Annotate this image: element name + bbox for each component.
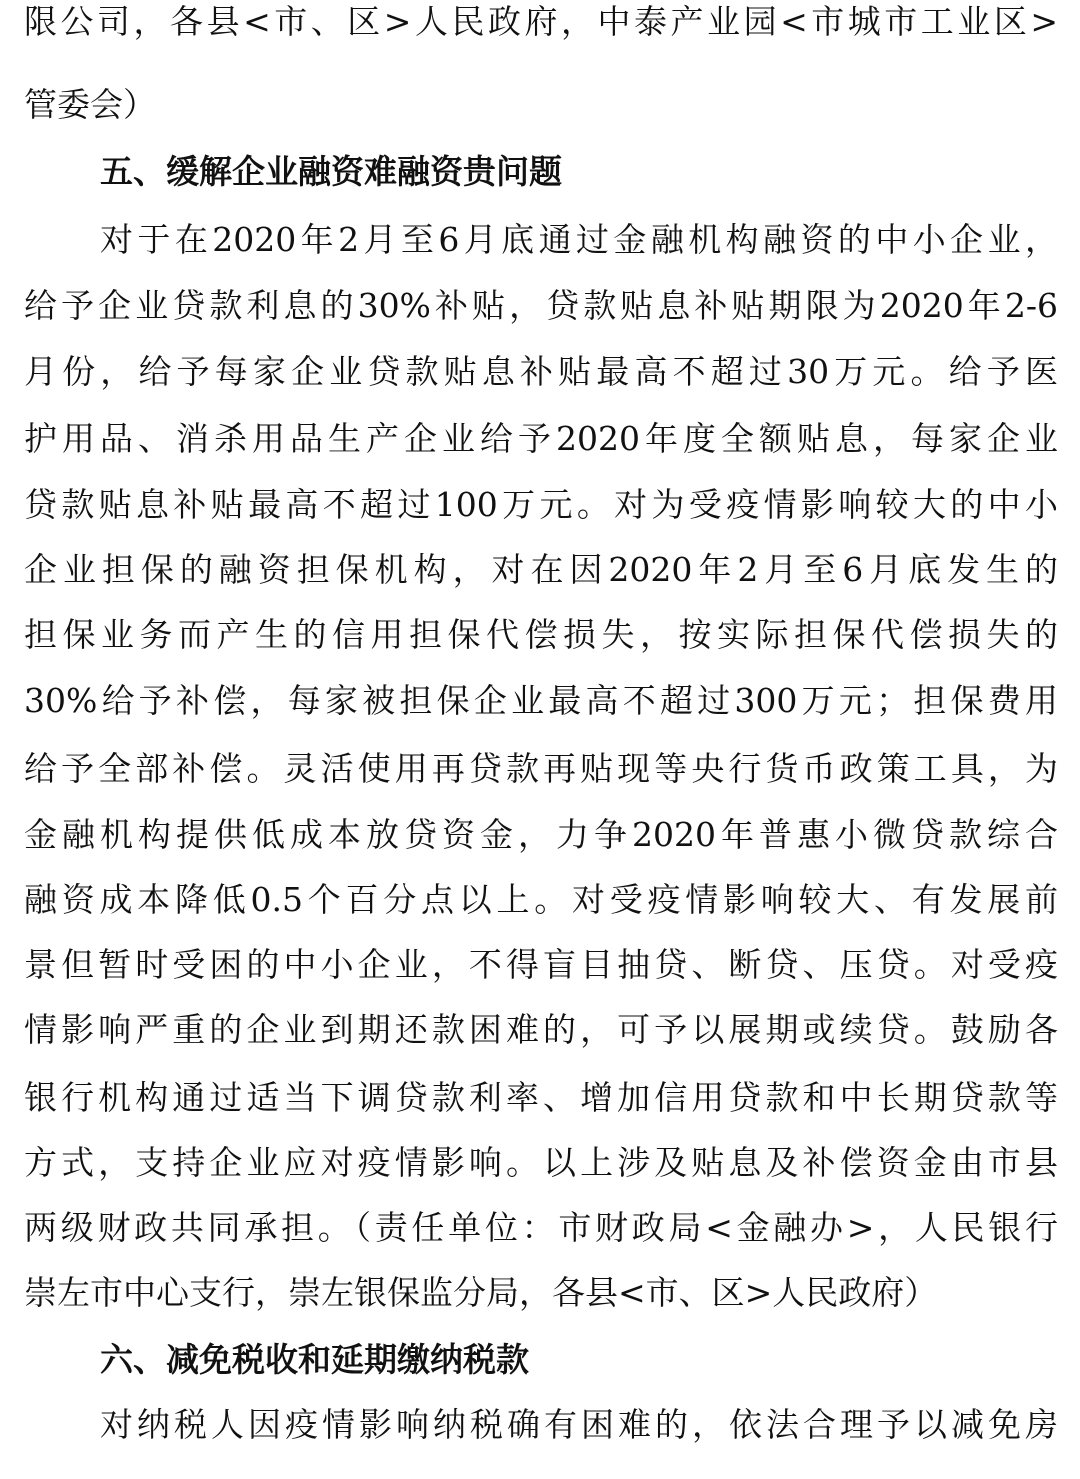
text-line: 景但暂时受困的中小企业，不得盲目抽贷、断贷、压贷。对受疫 bbox=[24, 945, 1058, 984]
section-heading: 五、缓解企业融资难融资贵问题 bbox=[100, 152, 562, 191]
text-line: 企业担保的融资担保机构，对在因2020年2月至6月底发生的 bbox=[24, 550, 1058, 589]
text-line: 情影响严重的企业到期还款困难的，可予以展期或续贷。鼓励各 bbox=[24, 1010, 1058, 1049]
text-line: 银行机构通过适当下调贷款利率、增加信用贷款和中长期贷款等 bbox=[24, 1078, 1058, 1117]
text-line: 给予企业贷款利息的30%补贴，贷款贴息补贴期限为2020年2-6 bbox=[24, 286, 1058, 325]
text-line: 两级财政共同承担。（责任单位：市财政局<金融办>，人民银行 bbox=[24, 1208, 1058, 1247]
text-line: 金融机构提供低成本放贷资金，力争2020年普惠小微贷款综合 bbox=[24, 815, 1058, 854]
text-line: 护用品、消杀用品生产企业给予2020年度全额贴息，每家企业 bbox=[24, 419, 1058, 458]
text-line: 贷款贴息补贴最高不超过100万元。对为受疫情影响较大的中小 bbox=[24, 485, 1058, 524]
text-line: 管委会） bbox=[24, 85, 156, 124]
text-line: 对于在2020年2月至6月底通过金融机构融资的中小企业， bbox=[100, 220, 1058, 259]
text-line: 月份，给予每家企业贷款贴息补贴最高不超过30万元。给予医 bbox=[24, 352, 1058, 391]
section-heading: 六、减免税收和延期缴纳税款 bbox=[100, 1340, 529, 1379]
text-line: 崇左市中心支行，崇左银保监分局，各县<市、区>人民政府） bbox=[24, 1273, 938, 1312]
text-line: 限公司，各县<市、区>人民政府，中泰产业园<市城市工业区> bbox=[24, 2, 1058, 41]
text-line: 方式，支持企业应对疫情影响。以上涉及贴息及补偿资金由市县 bbox=[24, 1143, 1058, 1182]
text-line: 担保业务而产生的信用担保代偿损失，按实际担保代偿损失的 bbox=[24, 615, 1058, 654]
text-line: 30%给予补偿，每家被担保企业最高不超过300万元；担保费用 bbox=[24, 681, 1058, 720]
text-line: 给予全部补偿。灵活使用再贷款再贴现等央行货币政策工具，为 bbox=[24, 749, 1058, 788]
text-line: 对纳税人因疫情影响纳税确有困难的，依法合理予以减免房 bbox=[100, 1405, 1058, 1444]
text-line: 融资成本降低0.5个百分点以上。对受疫情影响较大、有发展前 bbox=[24, 880, 1058, 919]
